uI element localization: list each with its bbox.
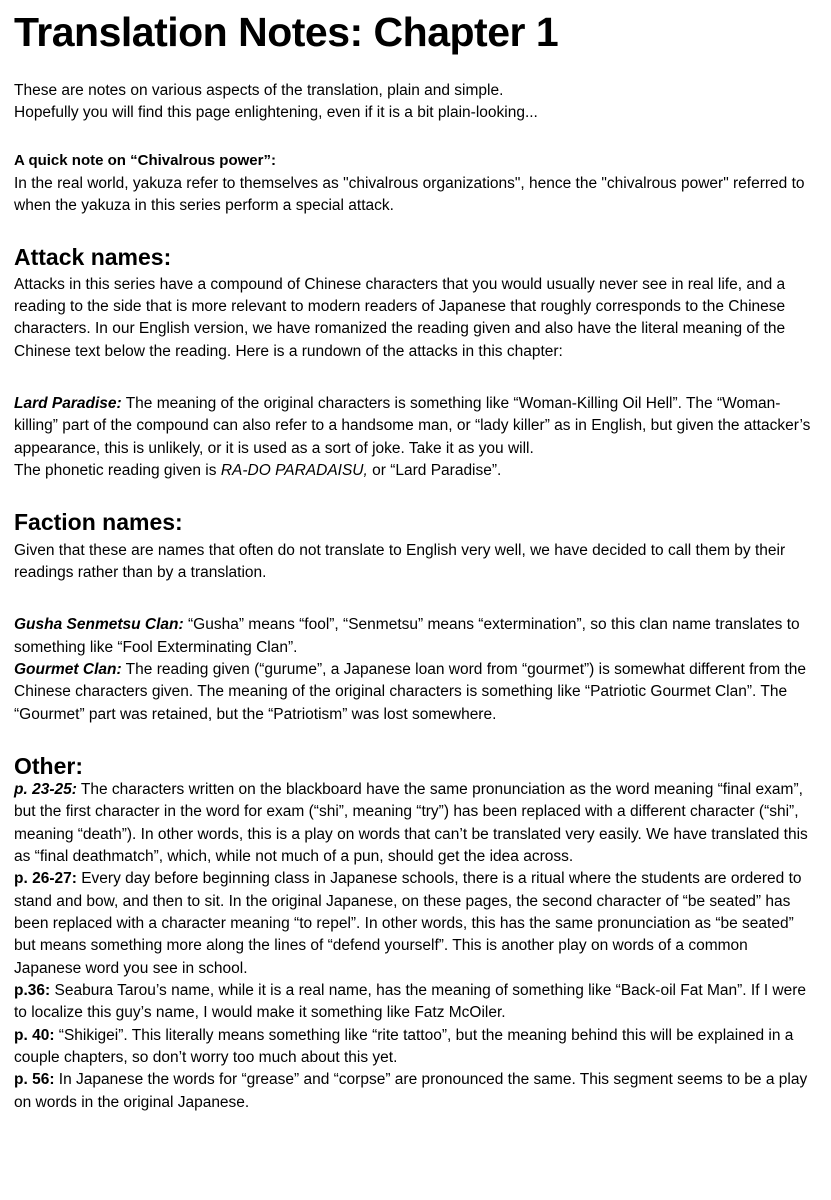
section-heading-attack-names: Attack names: [14, 243, 172, 270]
intro-line-2: Hopefully you will find this page enlightening, even if it is a bit plain-looking... [14, 104, 538, 122]
chivalrous-power-body: In the real world, yakuza refer to themselves as "chivalrous organizations", hence the "chivalrous power" referred to when the yakuza in this series perform a special attack. [14, 174, 805, 214]
reading-suffix: or “Lard Paradise”. [367, 462, 502, 480]
attack-names-intro: Attacks in this series have a compound of Chinese characters that you would usually never see in real life, and a reading to the side that is more relevant to modern readers of Japanese that roughly corresponds to the Chinese characters. In our English version, we have romanized the reading given and also have the literal meaning of the Chinese text below the reading. Here is a rundown of the attacks in this chapter: [14, 275, 786, 360]
faction-term-gusha-senmetsu: Gusha Senmetsu Clan: [14, 616, 184, 634]
other-text-p23-25: The characters written on the blackboard have the same pronunciation as the word meaning “final exam”, but the first character in the word for exam (“shi”, meaning “try”) has been replaced with a different character (“shi”, meaning “death”). In other words, this is a play on words that can’t be translated very easily. We have translated this as “final deathmatch”, which, while not much of a pun, should get the idea across. [14, 781, 808, 866]
faction-entry-gusha-senmetsu [14, 614, 817, 659]
other-term-p36: p.36: [14, 981, 51, 999]
attack-term-lard-paradise: Lard Paradise: [14, 395, 122, 413]
other-entry-p26-27 [14, 868, 817, 980]
faction-text-gusha-senmetsu: “Gusha” means “fool”, “Senmetsu” means “extermination”, so this clan name translates to something like “Fool Exterminating Clan”. [14, 616, 800, 656]
other-text-p36: Seabura Tarou’s name, while it is a real name, has the meaning of something like “Back-oil Fat Man”. If I were to localize this guy’s name, I would make it something like Fatz McOiler. [14, 981, 807, 1022]
intro-line-1: These are notes on various aspects of the translation, plain and simple. [14, 82, 504, 100]
page-title: Translation Notes: Chapter 1 [14, 9, 559, 55]
other-entry-p40 [14, 1025, 817, 1070]
chivalrous-power-heading: A quick note on “Chivalrous power”: [14, 152, 276, 170]
section-heading-other: Other: [14, 752, 83, 779]
other-term-p23-25: p. 23-25: [14, 781, 77, 799]
faction-text-gourmet-clan: The reading given (“gurume”, a Japanese loan word from “gourmet”) is somewhat different from the Chinese characters given. The meaning of the original characters is something like “Patriotic Gourmet Clan”. The “Gourmet” part was retained, but the “Patriotism” was lost somewhere. [14, 660, 806, 723]
faction-term-gourmet-clan: Gourmet Clan: [14, 660, 122, 678]
faction-names-intro: Given that these are names that often do not translate to English very well, we have decided to call them by their readings rather than by a translation. [14, 541, 786, 581]
other-text-p56: In Japanese the words for “grease” and “corpse” are pronounced the same. This segment seems to be a play on words in the original Japanese. [14, 1071, 808, 1111]
faction-entry-gourmet-clan [14, 659, 817, 726]
other-term-p56: p. 56: [14, 1071, 55, 1089]
intro-paragraph [14, 80, 817, 124]
reading-prefix: The phonetic reading given is [14, 462, 221, 480]
other-text-p40: “Shikigei”. This literally means something like “rite tattoo”, but the meaning behind this will be explained in a couple chapters, so don’t worry too much about this yet. [14, 1026, 794, 1066]
section-heading-faction-names: Faction names: [14, 509, 183, 536]
other-entry-p56 [14, 1069, 817, 1114]
other-term-p40: p. 40: [14, 1026, 55, 1044]
other-entry-p23-25 [14, 779, 817, 868]
attack-entry-lard-paradise [14, 393, 817, 460]
reading-romanization: RA-DO PARADAISU, [220, 462, 368, 480]
attack-text-lard-paradise: The meaning of the original characters is something like “Woman-Killing Oil Hell”. The “Woman-killing” part of the compound can also refer to a handsome man, or “lady killer” as in English, but given the attacker’s appearance, this is unlikely, or it is used as a sort of joke. Take it as you will. [14, 395, 811, 457]
other-notes-list [14, 779, 817, 1114]
attack-entry-lard-paradise-reading [14, 460, 817, 482]
other-text-p26-27: Every day before beginning class in Japanese schools, there is a ritual where the students are ordered to stand and bow, and then to sit. In the original Japanese, on these pages, the second character of “be seated” has been replaced with a character meaning “to repel”. In other words, this has the same pronunciation as “be seated” but means something more along the lines of “defend yourself”. This is another play on words of a common Japanese word you see in school. [14, 870, 802, 977]
other-entry-p36 [14, 980, 817, 1025]
other-term-p26-27: p. 26-27: [14, 870, 77, 888]
chivalrous-power-note [14, 150, 817, 216]
